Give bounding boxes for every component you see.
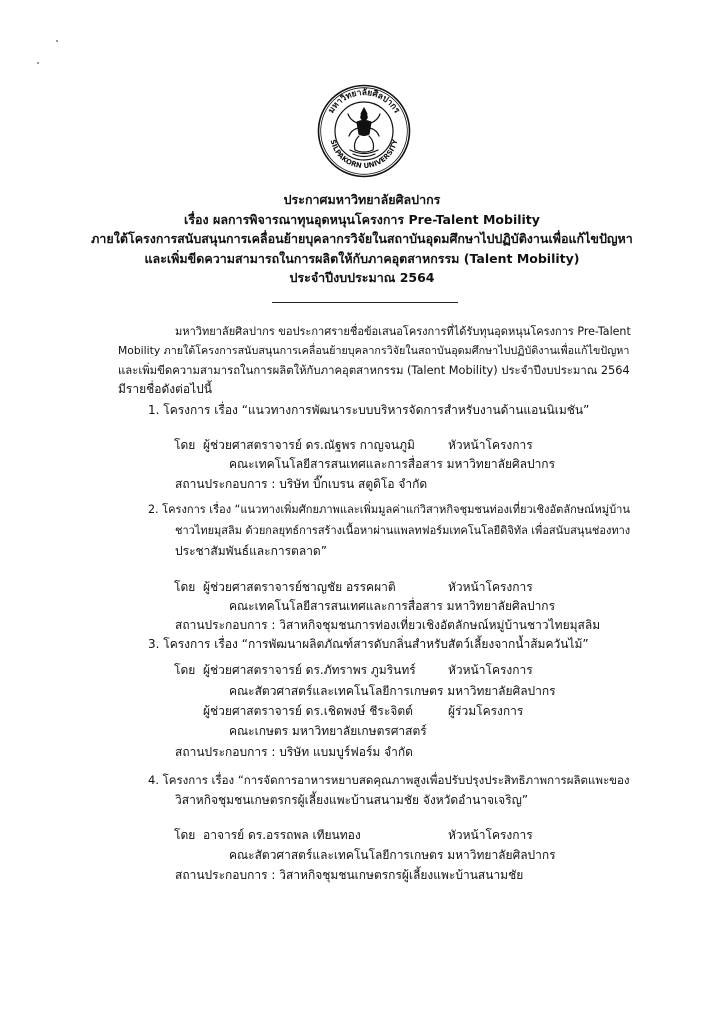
intro-line: มหาวิทยาลัยศิลปากร ขอประกาศรายชื่อข้อเสนอโครงการที่ได้รับทุนอุดหนุนโครงการ Pre-Talent [175, 325, 631, 338]
university-seal-logo [317, 84, 411, 178]
intro-line: มีรายชื่อดังต่อไปนี้ [118, 382, 212, 396]
svg-text:มหาวิทยาลัยศิลปากร: มหาวิทยาลัยศิลปากร [326, 87, 402, 116]
svg-text:SILPAKORN UNIVERSITY: SILPAKORN UNIVERSITY [328, 138, 400, 171]
project-title: 2. โครงการ เรื่อง “แนวทางเพิ่มศักยภาพและเพิ่มมูลค่าแก่วิสาหกิจชุมชนท่องเที่ยวเชิงอัตลักษณ์หมู่บ้าน [148, 503, 630, 516]
project-title: 1. โครงการ เรื่อง “แนวทางการพัฒนาระบบบริหารจัดการสำหรับงานด้านแอนนิเมชัน” [148, 403, 590, 417]
by-label: โดย [174, 828, 196, 842]
workplace: สถานประกอบการ : วิสาหกิจชุมชนเกษตรกรผู้เลี้ยงแพะบ้านสนามชัย [175, 868, 524, 882]
scan-speck [37, 62, 39, 64]
by-label: โดย [174, 663, 196, 677]
intro-line: Mobility ภายใต้โครงการสนับสนุนการเคลื่อนย้ายบุคลากรวิจัยในสถาบันอุดมศึกษาไปปฏิบัติงานเพื่อแก้ไขปัญหา [118, 344, 630, 357]
role-co: ผู้ร่วมโครงการ [448, 704, 524, 718]
heading-line: ภายใต้โครงการสนับสนุนการเคลื่อนย้ายบุคลากรวิจัยในสถาบันอุดมศึกษาไปปฏิบัติงานเพื่อแก้ไขปัญหา [91, 231, 633, 246]
faculty: คณะเทคโนโลยีสารสนเทศและการสื่อสาร มหาวิทยาลัยศิลปากร [229, 457, 556, 471]
role-head: หัวหน้าโครงการ [448, 438, 533, 452]
co-researcher: ผู้ช่วยศาสตราจารย์ ดร.เชิดพงษ์ ชีระจิตต์ [203, 704, 413, 718]
announcement-heading [90, 190, 634, 288]
heading-line: ประกาศมหาวิทยาลัยศิลปากร [283, 192, 441, 207]
heading-line: และเพิ่มขีดความสามารถในการผลิตให้กับภาคอุตสาหกรรม (Talent Mobility) [144, 250, 580, 266]
heading-divider [272, 302, 458, 303]
project-title: 4. โครงการ เรื่อง “การจัดการอาหารหยาบสดคุณภาพสูงเพื่อปรับปรุงประสิทธิภาพการผลิตแพะของ [148, 773, 630, 787]
by-label: โดย [174, 438, 196, 452]
project-title: ชาวไทยมุสลิม ด้วยกลยุทธ์การสร้างเนื้อหาผ่านแพลทฟอร์มเทคโนโลยีดิจิทัล เพื่อสนับสนุนช่องทาง [175, 524, 631, 537]
project-leader: ผู้ช่วยศาสตราจารย์ ดร.ณัฐพร กาญจนภูมิ [203, 438, 415, 452]
workplace: สถานประกอบการ : บริษัท บิ๊กเบรน สตูดิโอ จำกัด [175, 477, 428, 491]
intro-line: และเพิ่มขีดความสามารถในการผลิตให้กับภาคอุตสาหกรรม (Talent Mobility) ประจำปีงบประมาณ 2564 [118, 363, 630, 377]
faculty: คณะเกษตร มหาวิทยาลัยเกษตรศาสตร์ [229, 724, 427, 738]
heading-line: ประจำปีงบประมาณ 2564 [289, 270, 435, 285]
faculty: คณะสัตวศาสตร์และเทคโนโลยีการเกษตร มหาวิทยาลัยศิลปากร [229, 848, 556, 862]
role-head: หัวหน้าโครงการ [448, 663, 533, 677]
by-label: โดย [174, 580, 196, 594]
faculty: คณะสัตวศาสตร์และเทคโนโลยีการเกษตร มหาวิทยาลัยศิลปากร [229, 684, 556, 698]
role-head: หัวหน้าโครงการ [448, 828, 533, 842]
project-title: วิสาหกิจชุมชนเกษตรกรผู้เลี้ยงแพะบ้านสนามชัย จังหวัดอำนาจเจริญ” [175, 793, 529, 807]
faculty: คณะเทคโนโลยีสารสนเทศและการสื่อสาร มหาวิทยาลัยศิลปากร [229, 599, 556, 613]
project-title: 3. โครงการ เรื่อง “การพัฒนาผลิตภัณฑ์สารดับกลิ่นสำหรับสัตว์เลี้ยงจากน้ำส้มควันไม้” [148, 637, 589, 651]
project-leader: ผู้ช่วยศาสตราจารย์ ดร.ภัทราพร ภูมรินทร์ [203, 663, 416, 677]
project-title: ประชาสัมพันธ์และการตลาด” [175, 544, 327, 558]
role-head: หัวหน้าโครงการ [448, 580, 533, 594]
heading-line: เรื่อง ผลการพิจารณาทุนอุดหนุนโครงการ Pre-Talent Mobility [184, 211, 540, 227]
workplace: สถานประกอบการ : บริษัท แบมบูร์ฟอร์ม จำกัด [175, 745, 413, 759]
project-leader: อาจารย์ ดร.อรรถพล เทียนทอง [203, 828, 361, 842]
project-leader: ผู้ช่วยศาสตราจารย์ชาญชัย อรรคผาติ [203, 580, 396, 594]
scan-speck [56, 40, 58, 42]
workplace: สถานประกอบการ : วิสาหกิจชุมชนการท่องเที่ยวเชิงอัตลักษณ์หมู่บ้านชาวไทยมุสลิม [175, 618, 601, 632]
